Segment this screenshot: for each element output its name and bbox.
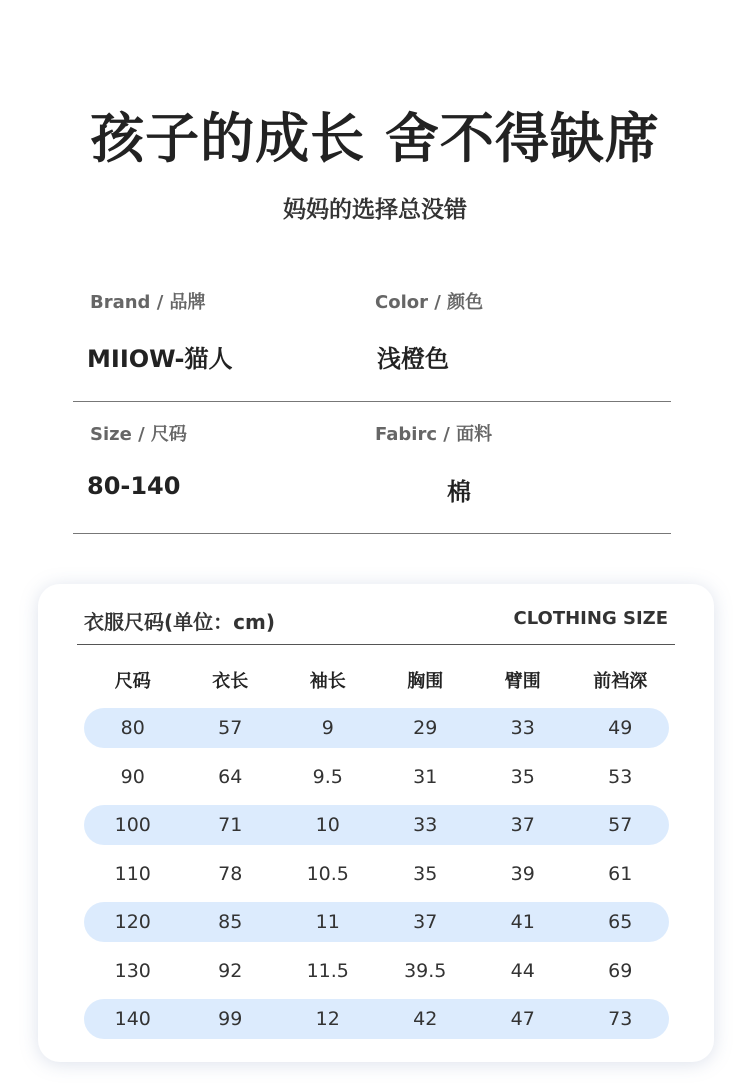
table-cell: 33 bbox=[413, 814, 438, 836]
fabric-value: 棉 bbox=[447, 478, 471, 506]
table-cell: 29 bbox=[413, 717, 438, 739]
size-label: Size / 尺码 bbox=[90, 424, 187, 445]
header-cell: 前裆深 bbox=[593, 671, 648, 692]
size-chart-card bbox=[38, 584, 714, 1062]
table-cell: 130 bbox=[114, 959, 151, 982]
table-cell: 80 bbox=[120, 717, 145, 739]
table-cell: 35 bbox=[510, 765, 535, 788]
table-cell: 64 bbox=[218, 765, 243, 788]
headline: 孩子的成长 舍不得缺席 bbox=[90, 107, 660, 170]
size-chart-divider bbox=[77, 644, 675, 645]
subline: 妈妈的选择总没错 bbox=[283, 197, 467, 223]
table-cell: 71 bbox=[218, 814, 243, 836]
fabric-label: Fabirc / 面料 bbox=[375, 424, 493, 445]
table-cell: 140 bbox=[114, 1008, 151, 1030]
table-cell: 41 bbox=[510, 911, 535, 933]
table-row bbox=[84, 708, 669, 748]
info-divider bbox=[73, 401, 671, 402]
table-cell: 85 bbox=[218, 911, 243, 933]
table-cell: 69 bbox=[608, 959, 633, 982]
brand-value: MIIOW-猫人 bbox=[87, 345, 233, 373]
brand-label: Brand / 品牌 bbox=[90, 292, 206, 313]
table-cell: 73 bbox=[608, 1008, 633, 1030]
table-cell: 39.5 bbox=[404, 959, 447, 982]
size-value: 80-140 bbox=[87, 472, 181, 500]
color-label: Color / 颜色 bbox=[375, 292, 484, 313]
table-row bbox=[84, 854, 669, 894]
table-row bbox=[84, 805, 669, 845]
header-cell: 臂围 bbox=[504, 671, 541, 692]
size-table bbox=[84, 660, 669, 1048]
table-cell: 9.5 bbox=[312, 765, 343, 788]
table-cell: 57 bbox=[218, 717, 243, 739]
table-cell: 31 bbox=[413, 765, 438, 788]
table-row bbox=[84, 951, 669, 991]
table-cell: 78 bbox=[218, 862, 243, 885]
table-cell: 92 bbox=[218, 959, 243, 982]
table-cell: 44 bbox=[510, 959, 535, 982]
table-cell: 61 bbox=[608, 862, 633, 885]
header-cell: 尺码 bbox=[114, 671, 151, 692]
table-cell: 99 bbox=[218, 1008, 243, 1030]
table-cell: 110 bbox=[114, 862, 151, 885]
table-cell: 10.5 bbox=[306, 862, 349, 885]
size-chart-subtitle: CLOTHING SIZE bbox=[513, 608, 668, 629]
table-cell: 120 bbox=[114, 911, 151, 933]
header-cell: 衣长 bbox=[212, 671, 249, 692]
table-row bbox=[84, 902, 669, 942]
table-cell: 100 bbox=[114, 814, 151, 836]
table-cell: 11 bbox=[315, 911, 340, 933]
table-cell: 37 bbox=[510, 814, 535, 836]
header-cell: 袖长 bbox=[309, 671, 346, 692]
info-divider-bottom bbox=[73, 533, 671, 534]
table-cell: 90 bbox=[120, 765, 145, 788]
table-cell: 12 bbox=[315, 1008, 340, 1030]
size-table-header bbox=[84, 660, 669, 700]
table-cell: 9 bbox=[321, 717, 334, 739]
table-cell: 49 bbox=[608, 717, 633, 739]
table-cell: 39 bbox=[510, 862, 535, 885]
table-cell: 37 bbox=[413, 911, 438, 933]
table-cell: 47 bbox=[510, 1008, 535, 1030]
table-cell: 11.5 bbox=[306, 959, 349, 982]
table-cell: 33 bbox=[510, 717, 535, 739]
color-value: 浅橙色 bbox=[377, 345, 449, 373]
table-cell: 35 bbox=[413, 862, 438, 885]
table-row bbox=[84, 999, 669, 1039]
size-chart-title: 衣服尺码(单位：cm) bbox=[84, 610, 275, 634]
table-row bbox=[84, 757, 669, 797]
table-cell: 10 bbox=[315, 814, 340, 836]
table-cell: 57 bbox=[608, 814, 633, 836]
table-cell: 42 bbox=[413, 1008, 438, 1030]
table-cell: 53 bbox=[608, 765, 633, 788]
header-cell: 胸围 bbox=[407, 671, 444, 692]
table-cell: 65 bbox=[608, 911, 633, 933]
